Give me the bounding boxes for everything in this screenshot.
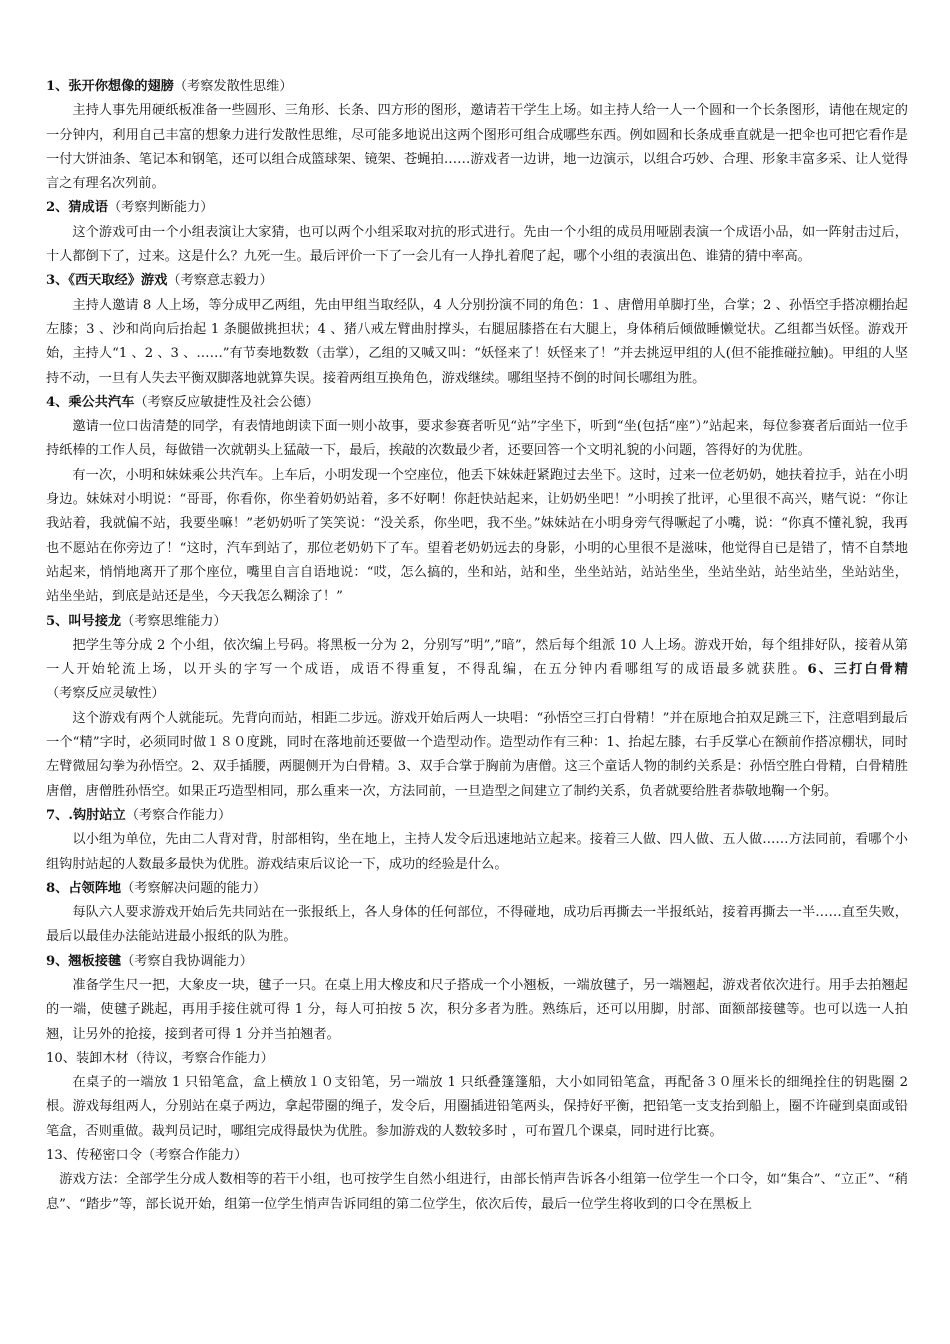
section-number: 13、: [46, 1148, 76, 1164]
section-number: 2、: [46, 200, 69, 216]
section-note: （考察解决问题的能力）: [121, 880, 267, 896]
section-title: .钩肘站立: [68, 807, 126, 823]
section-7: [46, 804, 908, 877]
inline-section-note: （考察反应灵敏性）: [46, 686, 165, 702]
section-title: 叫号接龙: [68, 613, 122, 629]
section-title: 乘公共汽车: [68, 394, 135, 410]
section-number: 8、: [46, 880, 69, 896]
section-paragraph: 主持人事先用硬纸板准备一些圆形、三角形、长条、四方形的图形，邀请若干学生上场。如主持人给一人一个圆和一个长条图形，请他在规定的一分钟内，利用自己丰富的想象力进行发散性思维，尽可能多地说出这两个图形可组合成哪些东西。例如圆和长条成垂直就是一把伞也可把它看作是一付大饼油条、笔记本和钢笔，还可以组合成篮球架、镜架、苍蝇拍……游戏者一边讲，地一边演示，以组合巧妙、合理、形象丰富多采、让人觉得言之有理名次列前。: [46, 103, 908, 192]
section-number: 5、: [46, 613, 69, 629]
section-heading: [46, 877, 908, 901]
section-heading: [46, 75, 908, 99]
section-note: （考察合作能力）: [125, 807, 232, 823]
section-paragraph-text: 把学生等分成 2 个小组，依次编上号码。将黑板一分为 2，分别写”明”,”暗”，然后每个组派 10 人上场。游戏开始，每个组排好队，接着从第一人开始轮流上场，以开头的字写一个成语，成语不得重复，不得乱编，在五分钟内看哪组写的成语最多就获胜。: [46, 637, 908, 678]
section-paragraph: 主持人邀请 8 人上场，等分成甲乙两组，先由甲组当取经队，4 人分别扮演不同的角色：1 、唐僧用单脚打坐，合掌；2 、孙悟空手搭凉棚抬起左膝；3 、沙和尚向后抬起 1 条腿做挑担状；4 、猪八戒左臂曲肘撑头，右腿屈膝搭在右大腿上，身体稍后倾做睡懒觉状。乙组都当妖怪。游戏开始，主持人“1 、2 、3 、……”有节奏地数数（击掌），乙组的又喊又叫：“妖怪来了！妖怪来了！”并去挑逗甲组的人(但不能推碰拉触)。甲组的人坚持不动，一旦有人失去平衡双脚落地就算失误。接着两组互换角色，游戏继续。哪组坚持不倒的时间长哪组为胜。: [46, 297, 908, 386]
section-4: [46, 391, 908, 610]
section-note: （考察自我协调能力）: [121, 953, 253, 969]
section-heading: [46, 391, 908, 415]
section-note: （考察发散性思维）: [173, 79, 293, 94]
section-heading: [46, 804, 908, 828]
section-paragraph: 有一次，小明和妹妹乘公共汽车。上车后，小明发现一个空座位，他丢下妹妹赶紧跑过去坐下。这时，过来一位老奶奶，她扶着拉手，站在小明身边。妹妹对小明说：“哥哥，你看你，你坐着奶奶站着，多不好啊！你赶快站起来，让奶奶坐吧！”小明挨了批评，心里很不高兴，赌气说：“你让我站着，我就偏不站，我要坐嘛！”老奶奶听了笑笑说：“没关系，你坐吧，我不坐。”妹妹站在小明身旁气得噘起了小嘴，说：“你真不懂礼貌，我再也不愿站在你旁边了！“这时，汽车到站了，那位老奶奶下了车。望着老奶奶远去的身影，小明的心里很不是滋味，他觉得自已是错了，情不自禁地站起来，悄悄地离开了那个座位，嘴里自言自语地说：“哎，怎么搞的，坐和站，站和坐，坐坐站站，站站坐坐，坐站坐站，站坐站坐，坐站站坐，站坐坐站，到底是站还是坐，今天我怎么糊涂了！”: [46, 467, 908, 605]
section-note: （考察思维能力）: [121, 613, 227, 629]
section-paragraph: 这个游戏可由一个小组表演让大家猜，也可以两个小组采取对抗的形式进行。先由一个小组的成员用哑剧表演一个成语小品，如一阵射击过后，十人都倒下了，过来。这是什么？九死一生。最后评价一下了一会儿有一人挣扎着爬了起，哪个小组的表演出色、谁猜的猜中率高。: [46, 224, 908, 265]
section-title: 猜成语: [68, 200, 108, 216]
section-note: （考察合作能力）: [141, 1148, 248, 1164]
document-page: [46, 75, 908, 1217]
section-9: [46, 950, 908, 1047]
section-title: 翘板接毽: [68, 953, 122, 969]
section-note: （考察意志毅力）: [167, 273, 273, 289]
section-10: [46, 1047, 908, 1144]
section-heading: [46, 1144, 908, 1168]
section-8: [46, 877, 908, 950]
section-number: 10、: [46, 1050, 76, 1066]
section-title: 《西天取经》游戏: [68, 273, 168, 289]
section-heading: [46, 1047, 908, 1071]
section-number: 7、: [46, 807, 69, 823]
section-paragraph: 每队六人要求游戏开始后先共同站在一张报纸上，各人身体的任何部位，不得碰地，成功后再撕去一半报纸站，接着再撕去一半……直至失败，最后以最佳办法能站进最小报纸的队为胜。: [46, 905, 908, 945]
section-title: 装卸木材: [75, 1050, 129, 1066]
section-paragraph: 以小组为单位，先由二人背对背，肘部相钩，坐在地上，主持人发令后迅速地站立起来。接着三人做、四人做、五人做……方法同前，看哪个小组钩肘站起的人数最多最快为优胜。游戏结束后议论一下，成功的经验是什么。: [46, 832, 908, 872]
section-2: [46, 196, 908, 269]
section-number: 3、: [46, 273, 69, 289]
section-note: （待议，考察合作能力）: [128, 1050, 274, 1066]
section-heading: [46, 950, 908, 974]
section-heading: [46, 610, 908, 634]
section-13: [46, 1144, 908, 1217]
section-paragraph: 准备学生尺一把，大象皮一块，毽子一只。在桌上用大橡皮和尺子搭成一个小翘板，一端放毽子，另一端翘起，游戏者依次进行。用手去拍翘起的一端，使毽子跳起，再用手接住就可得 1 分，每人可拍按 5 次，积分多者为胜。熟练后，还可以用脚，肘部、面额部接毽等。也可以选一人拍翘，让另外的抢接，接到者可得 1 分并当拍翘者。: [46, 977, 908, 1042]
inline-section-number: 6、: [807, 662, 834, 678]
section-3: [46, 269, 908, 390]
section-note: （考察判断能力）: [107, 200, 214, 216]
section-heading: [46, 196, 908, 220]
section-paragraph: 这个游戏有两个人就能玩。先背向而站，相距二步远。游戏开始后两人一块唱：“孙悟空三打白骨精！”并在原地合拍双足跳三下，注意唱到最后一个“精”字时，必须同时做１８０度跳，同时在落地前还要做一个造型动作。造型动作有三种：1、抬起左膝，右手反掌心在额前作搭凉棚状，同时左臂微屈勾拳为孙悟空。2、双手插腰，两腿侧开为白骨精。3、双手合掌于胸前为唐僧。这三个童话人物的制约关系是：孙悟空胜白骨精，白骨精胜唐僧，唐僧胜孙悟空。如果正巧造型相同，那么重来一次，方法同前，一旦造型之间建立了制约关系，负者就要给胜者恭敬地鞠一个躬。: [46, 710, 908, 799]
section-title: 传秘密口令: [75, 1148, 142, 1164]
section-paragraph: 游戏方法：全部学生分成人数相等的若干小组，也可按学生自然小组进行，由部长悄声告诉各小组第一位学生一个口令，如“集合”、“立正”、“稍息”、“踏步”等，部长说开始，组第一位学生悄声告诉同组的第二位学生，依次后传，最后一位学生将收到的口令在黑板上: [46, 1172, 908, 1212]
inline-section-title: 三打白骨精: [833, 662, 908, 678]
section-number: 4、: [46, 394, 69, 410]
section-paragraph: 邀请一位口齿清楚的同学，有表情地朗读下面一则小故事，要求参赛者听见“站”字坐下，听到“坐(包括“座”）”站起来，每位参赛者后面站一位手持纸棒的工作人员，每做错一次就朝头上猛敲一下，最后，挨敲的次数最少者，还要回答一个文明礼貌的小问题，答得好的为优胜。: [46, 419, 908, 459]
section-heading: [46, 269, 908, 293]
section-1: [46, 75, 908, 196]
section-paragraph: 在桌子的一端放 1 只铅笔盒，盒上横放１０支铅笔，另一端放 1 只纸叠篷篷船，大小如同铅笔盒，再配备３０厘米长的细绳拴住的钥匙圈 2 根。游戏每组两人，分别站在桌子两边，拿起带圈的绳子，发令后，用圈插进铅笔两头，保持好平衡，把铅笔一支支抬到船上，圈不许碰到桌面或铅笔盒，否则重做。裁判员记时，哪组完成得最快为优胜。参加游戏的人数较多时 ，可布置几个课桌，同时进行比赛。: [46, 1075, 908, 1139]
section-note: （考察反应敏捷性及社会公德）: [134, 394, 319, 410]
section-title: 占领阵地: [68, 880, 122, 896]
section-5: [46, 610, 908, 804]
section-number: 9、: [46, 953, 69, 969]
section-number: 1、: [46, 79, 69, 94]
section-title: 张开你想像的翅膀: [68, 79, 174, 94]
section-paragraph: [46, 634, 908, 707]
